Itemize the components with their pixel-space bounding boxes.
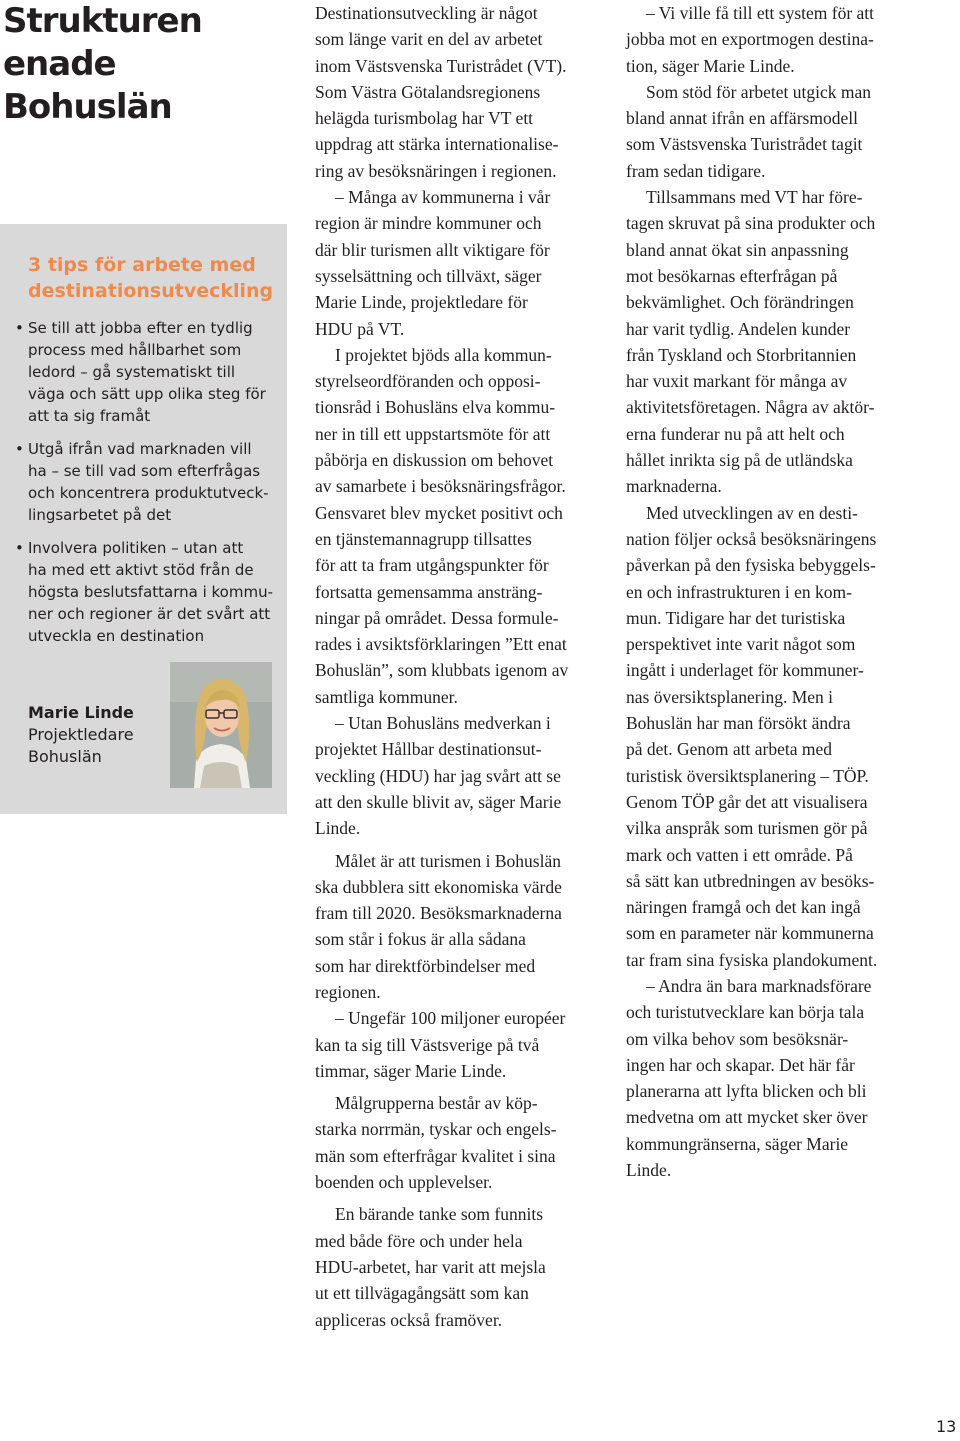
article-column-middle (315, 0, 615, 1333)
body-paragraph (315, 1090, 615, 1195)
tips-item-line: Utgå ifrån vad marknaden vill (28, 440, 252, 458)
body-text-line: fram till 2020. Besöksmarknaderna (315, 903, 562, 924)
body-text-line: turistisk översiktsplanering – TÖP. (626, 765, 869, 786)
body-text-line: som Västsvenska Turistrådet tagit (626, 134, 863, 155)
body-text-line: helägda turismbolag har VT ett (315, 108, 534, 129)
page-number: 13 (936, 1417, 957, 1436)
body-text-line: som länge varit en del av arbetet (315, 29, 543, 50)
body-text-line: jobba mot en exportmogen destina- (626, 29, 874, 50)
body-paragraph (315, 710, 615, 841)
body-text-line: ut ett tillvägagångsätt som kan (315, 1283, 529, 1304)
body-text-line: som står i fokus är alla sådana (315, 929, 526, 950)
body-text-line: att den skulle blivit av, säger Marie (315, 791, 562, 812)
body-text-line: Bohuslän”, som klubbats igenom av (315, 660, 569, 681)
tips-item-line: högsta beslutsfattarna i kommu- (28, 583, 274, 601)
body-text-line: styrelseordföranden och opposi- (315, 371, 541, 392)
body-paragraph (315, 342, 615, 710)
body-text-line: med både före och under hela (315, 1230, 523, 1251)
person-name: Marie Linde (28, 703, 134, 722)
body-text-line: män som efterfrågar kvalitet i sina (315, 1145, 556, 1166)
body-text-line: på det. Genom att arbeta med (626, 739, 833, 760)
person-caption (28, 702, 168, 768)
body-text-line: marknaderna. (626, 476, 722, 497)
body-text-line: Linde. (626, 1160, 672, 1181)
body-text-line: påverkan på den fysiska bebyggels- (626, 555, 876, 576)
body-text-line: hållet inrikta sig på de utländska (626, 450, 853, 471)
body-text-line: – Vi ville få till ett system för att (646, 3, 875, 23)
body-text-line: vilka anspråk som turismen gör på (626, 818, 868, 839)
person-organization: Bohuslän (28, 747, 102, 766)
body-text-line: har varit tydlig. Andelen kunder (626, 318, 851, 339)
tips-item-line: och koncentrera produktutveck- (28, 484, 269, 502)
body-text-line: tionsråd i Bohusläns elva kommu- (315, 397, 556, 418)
body-text-line: uppdrag att stärka internationalise- (315, 134, 559, 155)
body-text-line: ska dubblera sitt ekonomiska värde (315, 876, 562, 897)
headline-line-2: enade Bohuslän (3, 44, 172, 127)
tips-item-line: Involvera politiken – utan att (28, 539, 244, 557)
tips-item-line: ner och regioner är det svårt att (28, 605, 271, 623)
tips-item-line: Se till att jobba efter en tydlig (28, 319, 253, 337)
tips-list-item (12, 317, 280, 427)
body-text-line: bland annat ifrån en affärsmodell (626, 108, 858, 129)
body-text-line: Målgrupperna består av köp- (335, 1093, 538, 1114)
body-text-line: Med utvecklingen av en desti- (646, 502, 858, 523)
body-text-line: samtliga kommuner. (315, 686, 458, 707)
tips-item-line: ha – se till vad som efterfrågas (28, 462, 261, 480)
body-text-line: fortsatta gemensamma ansträng- (315, 581, 543, 602)
body-text-line: som en parameter när kommunerna (626, 923, 874, 944)
body-text-line: där blir turismen allt viktigare för (315, 239, 550, 260)
tips-heading-line-2: destinationsutveckling (28, 280, 274, 302)
body-text-line: region är mindre kommuner och (315, 213, 542, 234)
tips-list-item (12, 537, 280, 647)
body-text-line: ingen har och skapar. Det här får (626, 1054, 855, 1075)
body-text-line: Som Västra Götalandsregionens (315, 81, 541, 102)
body-text-line: HDU på VT. (315, 318, 405, 339)
body-text-line: sysselsättning och tillväxt, säger (315, 265, 542, 286)
body-text-line: av samarbete i besöksnäringsfrågor. (315, 476, 566, 497)
body-text-line: boenden och upplevelser. (315, 1172, 493, 1193)
tips-item-line: att ta sig framåt (28, 407, 151, 425)
body-text-line: kan ta sig till Västsverige på två (315, 1034, 540, 1055)
portrait-photo (170, 662, 272, 788)
body-text-line: för att ta fram utgångspunkter för (315, 555, 549, 576)
body-text-line: aktivitetsföretagen. Några av aktör- (626, 397, 875, 418)
headline-line-1: Strukturen (3, 1, 202, 41)
body-text-line: och turistutvecklare kan börja tala (626, 1002, 865, 1023)
body-text-line: mot besökarnas efterfrågan på (626, 265, 838, 286)
body-text-line: inom Västsvenska Turistrådet (VT). (315, 55, 567, 76)
body-text-line: perspektivet inte varit något som (626, 634, 856, 655)
body-text-line: tion, säger Marie Linde. (626, 55, 795, 76)
tips-heading (28, 252, 283, 304)
body-text-line: en tjänstemannagrupp tillsattes (315, 528, 532, 549)
person-title: Projektledare (28, 725, 134, 744)
tips-list-item (12, 438, 280, 526)
body-text-line: starka norrmän, tyskar och engels- (315, 1119, 557, 1140)
body-text-line: mun. Tidigare har det turistiska (626, 607, 846, 628)
body-text-line: om vilka behov som besöksnär- (626, 1028, 849, 1049)
tips-item-line: utveckla en destination (28, 627, 205, 645)
body-text-line: en och infrastrukturen i en kom- (626, 581, 852, 602)
body-text-line: appliceras också framöver. (315, 1309, 503, 1330)
body-text-line: Målet är att turismen i Bohuslän (335, 850, 561, 871)
body-text-line: Linde. (315, 818, 361, 839)
body-text-line: som har direktförbindelser med (315, 955, 536, 976)
body-text-line: HDU-arbetet, har varit att mejsla (315, 1256, 546, 1277)
body-paragraph (626, 184, 936, 500)
body-paragraph (315, 1201, 615, 1332)
body-paragraph (315, 1005, 615, 1084)
body-text-line: – Ungefär 100 miljoner européer (335, 1008, 566, 1029)
body-text-line: planerarna att lyfta blicken och bli (626, 1081, 867, 1102)
tips-item-line: ha med ett aktivt stöd från de (28, 561, 254, 579)
body-text-line: En bärande tanke som funnits (335, 1204, 544, 1225)
body-text-line: erna funderar nu på att helt och (626, 423, 845, 444)
portrait-image (170, 662, 272, 788)
tips-list (12, 317, 280, 658)
body-paragraph (315, 184, 615, 342)
body-text-line: – Andra än bara marknadsförare (646, 975, 872, 996)
body-text-line: nation följer också besöksnäringens (626, 528, 877, 549)
tips-heading-line-1: 3 tips för arbete med (28, 254, 256, 276)
body-text-line: – Utan Bohusläns medverkan i (335, 713, 551, 734)
body-text-line: har vuxit markant för många av (626, 371, 848, 392)
article-headline (3, 0, 293, 129)
body-text-line: fram sedan tidigare. (626, 160, 766, 181)
body-text-line: Tillsammans med VT har före- (646, 187, 863, 208)
body-text-line: veckling (HDU) har jag svårt att se (315, 765, 561, 786)
body-text-line: medvetna om att mycket sker över (626, 1107, 868, 1128)
bullet-icon: • (15, 440, 24, 458)
body-text-line: tar fram sina fysiska plandokument. (626, 949, 878, 970)
article-column-right (626, 0, 936, 1183)
body-text-line: från Tyskland och Storbritannien (626, 344, 857, 365)
body-text-line: påbörja en diskussion om behovet (315, 450, 554, 471)
body-text-line: timmar, säger Marie Linde. (315, 1060, 507, 1081)
body-text-line: Genom TÖP går det att visualisera (626, 791, 868, 812)
body-paragraph (315, 848, 615, 1006)
body-text-line: kommungränserna, säger Marie (626, 1133, 849, 1154)
body-text-line: regionen. (315, 981, 381, 1002)
body-text-line: nas översiktsplanering. Men i (626, 686, 834, 707)
bullet-icon: • (15, 319, 24, 337)
body-text-line: Bohuslän har man försökt ändra (626, 713, 851, 734)
body-paragraph (626, 500, 936, 973)
body-text-line: ningar på området. Dessa formule- (315, 607, 559, 628)
body-text-line: Gensvaret blev mycket positivt och (315, 502, 563, 523)
body-text-line: ring av besöksnäringen i regionen. (315, 160, 557, 181)
tips-item-line: lingsarbetet på det (28, 506, 172, 524)
body-paragraph (626, 973, 936, 1183)
body-paragraph (315, 0, 615, 184)
body-text-line: projektet Hållbar destinationsut- (315, 739, 542, 760)
body-text-line: Som stöd för arbetet utgick man (646, 81, 872, 102)
body-text-line: mark och vatten i ett område. På (626, 844, 853, 865)
body-paragraph (626, 79, 936, 184)
body-text-line: Destinationsutveckling är något (315, 3, 538, 23)
body-text-line: så sätt kan utbredningen av besöks- (626, 870, 875, 891)
body-text-line: ingått i underlaget för kommuner- (626, 660, 864, 681)
body-text-line: bland annat ökat sin anpassning (626, 239, 849, 260)
body-text-line: näringen framgå och det kan ingå (626, 897, 861, 918)
body-text-line: tagen skruvat på sina produkter och (626, 213, 876, 234)
body-text-line: ner in till ett uppstartsmöte för att (315, 423, 551, 444)
body-text-line: I projektet bjöds alla kommun- (335, 344, 552, 365)
body-text-line: bekvämlighet. Och förändringen (626, 292, 854, 313)
bullet-icon: • (15, 539, 24, 557)
body-text-line: Marie Linde, projektledare för (315, 292, 528, 313)
body-text-line: – Många av kommunerna i vår (335, 187, 551, 208)
tips-item-line: process med hållbarhet som (28, 341, 242, 359)
body-paragraph (626, 0, 936, 79)
tips-item-line: väga och sätt upp olika steg för (28, 385, 266, 403)
tips-item-line: ledord – gå systematiskt till (28, 363, 236, 381)
body-text-line: rades i avsiktsförklaringen ”Ett enat (315, 634, 567, 655)
